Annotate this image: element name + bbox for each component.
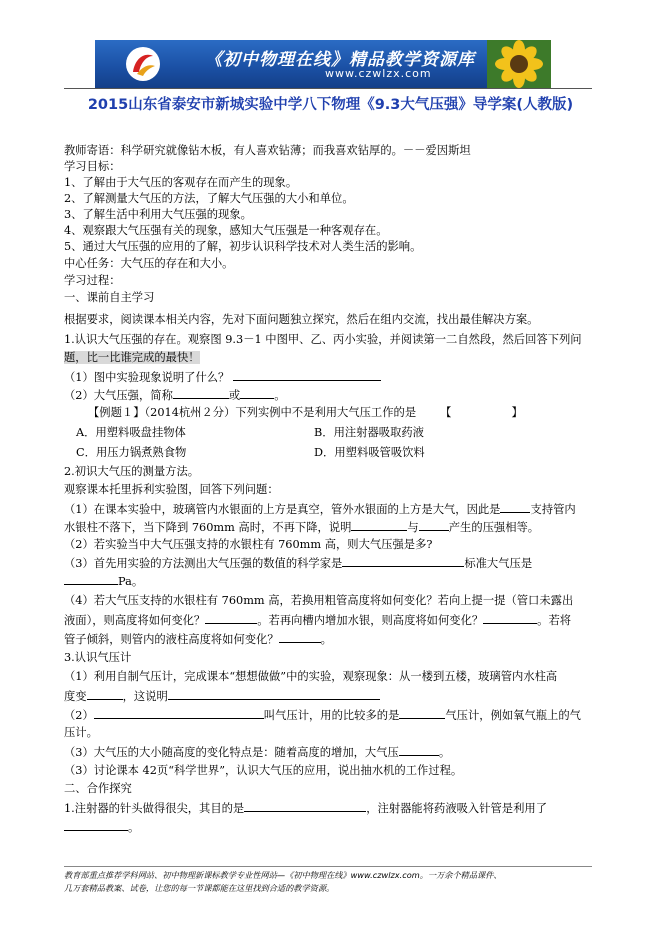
- option-b: B．用注射器吸取药液: [314, 426, 424, 439]
- answer-blank[interactable]: [64, 573, 118, 585]
- question-2-2: （2）若实验当中大气压强支持的水银柱有 760mm 高，则大气压强是多?: [64, 538, 433, 551]
- question-3-1-line-1: （1）利用自制气压计，完成课本“想想做做”中的实验，观察现象：从一楼到五楼，玻璃管内水柱高: [64, 670, 558, 683]
- item-2-heading: 2.初识大气压的测量方法。: [64, 465, 200, 478]
- banner-url[interactable]: www.czwlzx.com: [325, 67, 432, 80]
- answer-blank[interactable]: [205, 612, 257, 624]
- answer-blank[interactable]: [168, 688, 380, 700]
- footer-line-2: 几万套精品教案、试卷，让您的每一节课都能在这里找到合适的教学资源。: [64, 883, 335, 893]
- answer-blank[interactable]: [233, 369, 381, 381]
- option-a: A．用塑料吸盘挂物体: [76, 426, 186, 439]
- item-3-heading: 3.认识气压计: [64, 651, 132, 664]
- answer-blank[interactable]: [399, 707, 445, 719]
- goal-2: 2、了解测量大气压的方法，了解大气压强的大小和单位。: [64, 192, 354, 205]
- option-d: D．用塑料吸管吸饮料: [314, 446, 425, 459]
- goal-5: 5、通过大气压强的应用的了解，初步认识科学技术对人类生活的影响。: [64, 240, 422, 253]
- item-2-instruction: 观察课本托里拆利实验图，回答下列问题：: [64, 483, 279, 496]
- question-3-1-line-2: 度变 ，这说明: [64, 688, 380, 705]
- answer-blank[interactable]: [399, 744, 439, 756]
- cooperative-q1-line-1: 1.注射器的针头做得很尖，其目的是 ，注射器能将药液吸入针管是利用了: [64, 802, 547, 815]
- section-2-heading: 二、合作探究: [64, 782, 132, 795]
- banner-brand: 《初中物理在线》精品教学资源库: [205, 50, 475, 70]
- answer-blank[interactable]: [342, 555, 464, 567]
- process-heading: 学习过程：: [64, 274, 121, 287]
- example-1: 【例题１】（2014杭州２分）下列实例中不是利用大气压工作的是 【 】: [88, 406, 523, 419]
- answer-blank[interactable]: [87, 688, 123, 700]
- answer-blank[interactable]: [94, 707, 264, 719]
- header-banner: [95, 40, 551, 88]
- cs-logo-icon: [125, 46, 161, 82]
- option-c: C．用压力锅煮熟食物: [76, 446, 187, 459]
- goals-heading: 学习目标：: [64, 160, 121, 173]
- answer-blank[interactable]: [500, 501, 530, 513]
- question-2-1-line-2: 水银柱不落下，当下降到 760mm 高时，不再下降，说明 与 产生的压强相等。: [64, 521, 540, 534]
- answer-blank[interactable]: [173, 387, 229, 399]
- teacher-message: 教师寄语：科学研究就像钻木板，有人喜欢钻薄；而我喜欢钻厚的。－－爱因斯坦: [64, 144, 471, 157]
- item-1-line-1: 1.认识大气压强的存在。观察图 9.3－1 中图甲、乙、丙小实验，并阅读第一二自然段，然后回答下列问: [64, 333, 582, 346]
- question-3-4: （3）讨论课本 42页“科学世界”，认识大气压的应用，说出抽水机的工作过程。: [64, 764, 463, 777]
- section-1-heading: 一、课前自主学习: [64, 291, 155, 304]
- question-3-2-line-1: （2） 叫气压计，用的比较多的是 气压计，例如氧气瓶上的气: [64, 709, 581, 722]
- answer-blank[interactable]: [244, 800, 366, 812]
- footer: [64, 869, 594, 895]
- question-2-1-line-1: （1）在课本实验中，玻璃管内水银面的上方是真空，管外水银面的上方是大气，因此是 支持管内: [64, 503, 576, 516]
- header-divider: [64, 88, 592, 89]
- goal-4: 4、观察跟大气压强有关的现象，感知大气压强是一种客观存在。: [64, 224, 388, 237]
- goal-1: 1、了解由于大气压的客观存在而产生的现象。: [64, 176, 298, 189]
- question-1-1: （1）图中实验现象说明了什么？: [64, 369, 381, 386]
- highlighted-text: 题，比一比谁完成的最快！: [64, 351, 200, 364]
- answer-blank[interactable]: [483, 612, 537, 624]
- answer-blank[interactable]: [279, 631, 321, 643]
- question-2-4-line-2: 液面），则高度将如何变化？ 。若再向槽内增加水银，则高度将如何变化？ 。若将: [64, 614, 572, 627]
- item-1-line-2: [64, 350, 200, 366]
- footer-line-1: 教育部重点推荐学科网站、初中物理新课标教学专业性网站—《初中物理在线》www.czwlzx.com。一万余个精品课件、: [64, 870, 502, 880]
- question-3-3: （3）大气压的大小随高度的变化特点是：随着高度的增加，大气压 。: [64, 746, 451, 759]
- question-1-2: （2）大气压强，简称 或 。: [64, 389, 286, 402]
- central-task: 中心任务：大气压的存在和大小。: [64, 257, 234, 270]
- footer-divider: [64, 866, 592, 867]
- cooperative-q1-line-2: 。: [64, 819, 139, 836]
- answer-blank[interactable]: [64, 819, 128, 831]
- question-2-4-line-3: 管子倾斜，则管内的液柱高度将如何变化？ 。: [64, 633, 332, 646]
- answer-blank[interactable]: [419, 519, 449, 531]
- sunflower-icon: [487, 40, 551, 88]
- question-2-3: （3）首先用实验的方法测出大气压强的数值的科学家是 标准大气压是: [64, 557, 533, 570]
- question-2-3-unit: Pa。: [64, 573, 143, 590]
- instruction: 根据要求，阅读课本相关内容，先对下面问题独立探究，然后在组内交流，找出最佳解决方案。: [64, 313, 539, 326]
- goal-3: 3、了解生活中利用大气压强的现象。: [64, 208, 252, 221]
- document-title: 2015山东省泰安市新城实验中学八下物理《9.3大气压强》导学案(人教版): [87, 97, 574, 113]
- answer-blank[interactable]: [351, 519, 407, 531]
- answer-blank[interactable]: [240, 387, 274, 399]
- question-2-4-line-1: （4）若大气压支持的水银柱有 760mm 高，若换用粗管高度将如何变化？若向上提一提（管口未露出: [64, 594, 574, 607]
- question-3-2-line-2: 压计。: [64, 726, 98, 739]
